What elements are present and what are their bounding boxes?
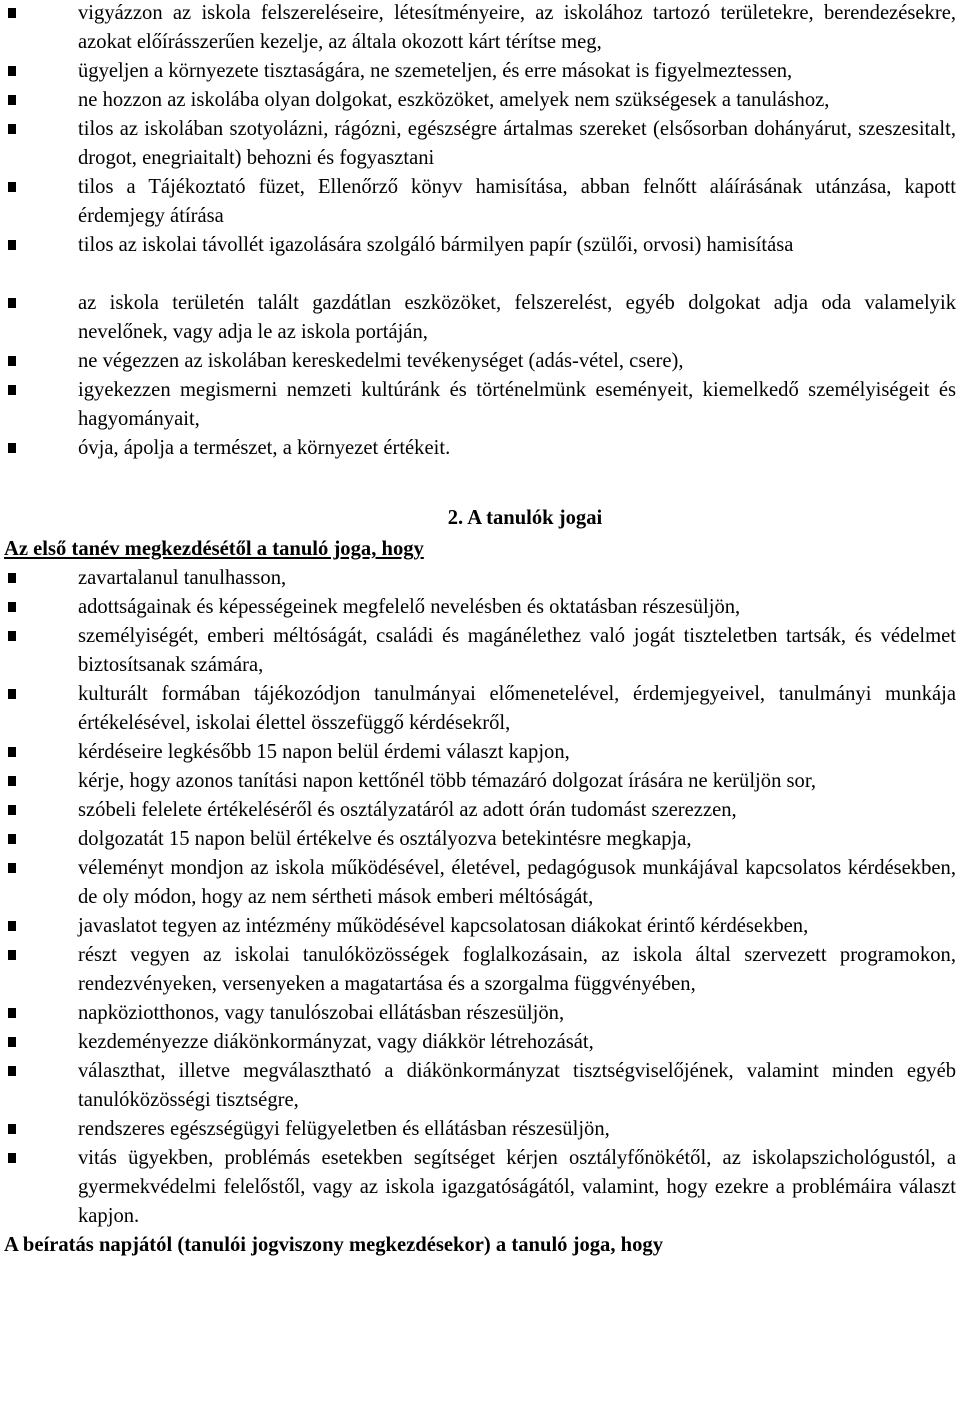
square-bullet-icon bbox=[8, 602, 16, 612]
square-bullet-icon bbox=[8, 631, 16, 641]
obligations-list bbox=[0, 0, 960, 463]
list-item-text: személyiségét, emberi méltóságát, családi és magánélethez való jogát tiszteletben tartsák, és védelmet biztosítsanak számára, bbox=[78, 625, 956, 676]
rights-list bbox=[0, 564, 960, 1231]
square-bullet-icon bbox=[8, 385, 16, 395]
rights-subheading: Az első tanév megkezdésétől a tanuló joga, hogy bbox=[4, 538, 424, 560]
list-item-text: véleményt mondjon az iskola működésével, életével, pedagógusok munkájával kapcsolatos kérdésekben, de oly módon, hogy az nem sértheti mások emberi méltóságát, bbox=[78, 857, 956, 908]
list-item bbox=[0, 115, 960, 173]
list-item bbox=[0, 86, 960, 115]
square-bullet-icon bbox=[8, 124, 16, 134]
square-bullet-icon bbox=[8, 95, 16, 105]
list-item bbox=[0, 622, 960, 680]
square-bullet-icon bbox=[8, 573, 16, 583]
square-bullet-icon bbox=[8, 443, 16, 453]
list-item-text: választhat, illetve megválasztható a diákönkormányzat tisztségviselőjének, valamint minden egyéb tanulóközösségi tisztségre, bbox=[78, 1060, 956, 1111]
list-item bbox=[0, 0, 960, 57]
list-item bbox=[0, 767, 960, 796]
square-bullet-icon bbox=[8, 689, 16, 699]
list-item bbox=[0, 57, 960, 86]
list-item bbox=[0, 999, 960, 1028]
list-item-text: óvja, ápolja a természet, a környezet értékeit. bbox=[78, 437, 451, 459]
list-item-text: az iskola területén talált gazdátlan eszközöket, felszerelést, egyéb dolgokat adja oda valamelyik nevelőnek, vagy adja le az iskola portáján, bbox=[78, 292, 956, 343]
list-item-text: vigyázzon az iskola felszereléseire, létesítményeire, az iskolához tartozó területekre, berendezésekre, azokat előírásszerűen kezelje, az általa okozott kárt térítse meg, bbox=[78, 2, 956, 53]
list-item bbox=[0, 825, 960, 854]
list-item-text: adottságainak és képességeinek megfelelő nevelésben és oktatásban részesüljön, bbox=[78, 596, 741, 618]
list-item bbox=[0, 231, 960, 260]
list-item-text: javaslatot tegyen az intézmény működésével kapcsolatosan diákokat érintő kérdésekben, bbox=[78, 915, 809, 937]
square-bullet-icon bbox=[8, 356, 16, 366]
list-item-text: kezdeményezze diákönkormányzat, vagy diákkör létrehozását, bbox=[78, 1031, 594, 1053]
square-bullet-icon bbox=[8, 747, 16, 757]
list-item-text: kérje, hogy azonos tanítási napon kettőnél több témazáró dolgozat írására ne kerüljön sor, bbox=[78, 770, 817, 792]
square-bullet-icon bbox=[8, 8, 16, 18]
list-item-text: rendszeres egészségügyi felügyeletben és ellátásban részesüljön, bbox=[78, 1118, 610, 1140]
square-bullet-icon bbox=[8, 182, 16, 192]
list-item bbox=[0, 1057, 960, 1115]
list-item-text: vitás ügyekben, problémás esetekben segítséget kérjen osztályfőnökétől, az iskolapszichológustól, a gyermekvédelmi felelőstől, vagy az iskola igazgatóságától, valamint, hogy ezekre a problémáira választ kapjon. bbox=[78, 1147, 956, 1227]
square-bullet-icon bbox=[8, 1066, 16, 1076]
list-item bbox=[0, 593, 960, 622]
list-item bbox=[0, 1028, 960, 1057]
list-item bbox=[0, 434, 960, 463]
list-item-text: tilos az iskolai távollét igazolására szolgáló bármilyen papír (szülői, orvosi) hamisítása bbox=[78, 234, 794, 256]
list-item-text: ügyeljen a környezete tisztaságára, ne szemeteljen, és erre másokat is figyelmeztessen, bbox=[78, 60, 793, 82]
list-item-text: dolgozatát 15 napon belül értékelve és osztályozva betekintésre megkapja, bbox=[78, 828, 692, 850]
section-title: 2. A tanulók jogai bbox=[447, 507, 603, 529]
list-item bbox=[0, 347, 960, 376]
square-bullet-icon bbox=[8, 298, 16, 308]
list-item bbox=[0, 912, 960, 941]
list-item-text: napköziotthonos, vagy tanulószobai ellátásban részesüljön, bbox=[78, 1002, 565, 1024]
square-bullet-icon bbox=[8, 66, 16, 76]
square-bullet-icon bbox=[8, 1124, 16, 1134]
list-item bbox=[0, 289, 960, 347]
list-item-text: kérdéseire legkésőbb 15 napon belül érdemi választ kapjon, bbox=[78, 741, 570, 763]
list-item bbox=[0, 1115, 960, 1144]
list-item-text: ne végezzen az iskolában kereskedelmi tevékenységet (adás-vétel, csere), bbox=[78, 350, 684, 372]
square-bullet-icon bbox=[8, 776, 16, 786]
list-item-text: tilos az iskolában szotyolázni, rágózni, egészségre ártalmas szereket (elsősorban dohányárut, szeszesitalt, drogot, enegriaitalt) behozni és fogyasztani bbox=[78, 118, 956, 169]
enrollment-rights-heading: A beíratás napjától (tanulói jogviszony megkezdésekor) a tanuló joga, hogy bbox=[4, 1234, 663, 1256]
square-bullet-icon bbox=[8, 950, 16, 960]
square-bullet-icon bbox=[8, 805, 16, 815]
square-bullet-icon bbox=[8, 1008, 16, 1018]
list-item bbox=[0, 796, 960, 825]
list-item-text: tilos a Tájékoztató füzet, Ellenőrző könyv hamisítása, abban felnőtt aláírásának utánzása, kapott érdemjegy átírása bbox=[78, 176, 956, 227]
list-item-text: ne hozzon az iskolába olyan dolgokat, eszközöket, amelyek nem szükségesek a tanuláshoz, bbox=[78, 89, 830, 111]
list-item bbox=[0, 376, 960, 434]
list-item bbox=[0, 738, 960, 767]
list-item-text: szóbeli felelete értékeléséről és osztályzatáról az adott órán tudomást szerezzen, bbox=[78, 799, 737, 821]
list-item bbox=[0, 564, 960, 593]
list-item bbox=[0, 1144, 960, 1231]
square-bullet-icon bbox=[8, 863, 16, 873]
list-item-text: zavartalanul tanulhasson, bbox=[78, 567, 287, 589]
square-bullet-icon bbox=[8, 834, 16, 844]
list-item bbox=[0, 173, 960, 231]
square-bullet-icon bbox=[8, 1037, 16, 1047]
list-item bbox=[0, 941, 960, 999]
list-item-text: kulturált formában tájékozódjon tanulmányai előmenetelével, érdemjegyeivel, tanulmányi munkája értékelésével, iskolai élettel összefüggő kérdésekről, bbox=[78, 683, 956, 734]
list-item-text: részt vegyen az iskolai tanulóközösségek foglalkozásain, az iskola által szervezett programokon, rendezvényeken, versenyeken a magatartása és a szorgalma függvényében, bbox=[78, 944, 956, 995]
list-item-text: igyekezzen megismerni nemzeti kultúránk és történelmünk eseményeit, kiemelkedő személyiségeit és hagyományait, bbox=[78, 379, 956, 430]
square-bullet-icon bbox=[8, 1153, 16, 1163]
square-bullet-icon bbox=[8, 240, 16, 250]
list-item bbox=[0, 680, 960, 738]
square-bullet-icon bbox=[8, 921, 16, 931]
list-item bbox=[0, 854, 960, 912]
